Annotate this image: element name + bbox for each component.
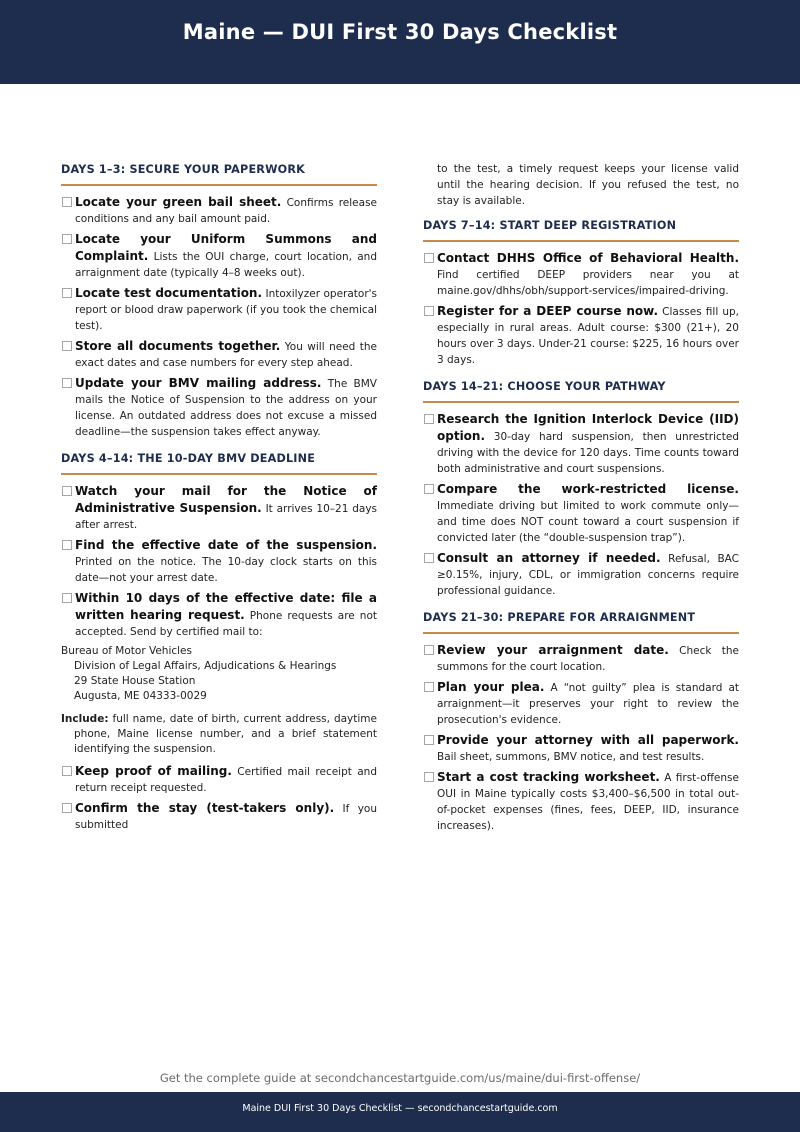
checklist-item bbox=[423, 642, 739, 675]
item-text: You will need the exact dates and case numbers for every step ahead. bbox=[75, 341, 378, 369]
item-lead: Update your BMV mailing address. bbox=[75, 376, 322, 390]
checklist-item bbox=[61, 800, 377, 833]
checklist-item bbox=[423, 679, 739, 728]
checkbox[interactable] bbox=[424, 484, 434, 494]
page-footer bbox=[0, 1092, 800, 1132]
checkbox[interactable] bbox=[62, 766, 72, 776]
item-text: Printed on the notice. The 10-day clock starts on this date—not your arrest date. bbox=[75, 556, 377, 584]
section-days-21-30 bbox=[423, 611, 739, 834]
item-text: Phone requests are not accepted. Send by certified mail to: bbox=[75, 610, 377, 638]
item-text: Lists the OUI charge, court location, and arraignment date (typically 4–8 weeks out). bbox=[75, 251, 377, 279]
section-heading: DAYS 4–14: THE 10-DAY BMV DEADLINE bbox=[61, 452, 377, 475]
item-lead: Confirm the stay (test-takers only). bbox=[75, 801, 335, 815]
section-days-1-3 bbox=[61, 163, 377, 440]
section-heading: DAYS 14–21: CHOOSE YOUR PATHWAY bbox=[423, 380, 739, 403]
item-text: Intoxilyzer operator's report or blood draw paperwork (if you took the chemical test). bbox=[75, 288, 377, 332]
item-text: If you submitted bbox=[75, 803, 377, 831]
address-line: Augusta, ME 04333-0029 bbox=[74, 690, 207, 702]
checkbox[interactable] bbox=[62, 593, 72, 603]
page-header bbox=[0, 0, 800, 84]
include-label: Include: bbox=[61, 713, 109, 725]
checklist-item bbox=[61, 285, 377, 334]
item-lead: Find the effective date of the suspension. bbox=[75, 538, 377, 552]
checkbox[interactable] bbox=[424, 682, 434, 692]
item-text: Certified mail receipt and return receipt requested. bbox=[75, 766, 377, 794]
section-heading: DAYS 1–3: SECURE YOUR PAPERWORK bbox=[61, 163, 377, 186]
checklist-item bbox=[423, 550, 739, 599]
item-lead: Research the Ignition Interlock Device (IID) option. bbox=[437, 412, 739, 443]
item-text: Classes fill up, especially in rural areas. Adult course: $300 (21+), 20 hours over 3 days. Under-21 course: $225, 16 hours over 3 days. bbox=[437, 306, 739, 366]
checklist-item bbox=[61, 194, 377, 227]
item-lead: Start a cost tracking worksheet. bbox=[437, 770, 660, 784]
checklist-item bbox=[61, 375, 377, 440]
item-lead: Keep proof of mailing. bbox=[75, 764, 232, 778]
checkbox[interactable] bbox=[62, 197, 72, 207]
guide-link-note: Get the complete guide at secondchancestartguide.com/us/maine/dui-first-offense/ bbox=[159, 1071, 641, 1085]
checkbox[interactable] bbox=[62, 234, 72, 244]
item-lead: Store all documents together. bbox=[75, 339, 281, 353]
left-column bbox=[61, 163, 377, 845]
continued-text: to the test, a timely request keeps your license valid until the hearing decision. If you refused the test, no stay is available. bbox=[437, 163, 739, 207]
item-lead: Register for a DEEP course now. bbox=[437, 304, 659, 318]
checkbox[interactable] bbox=[424, 645, 434, 655]
checklist-item bbox=[61, 231, 377, 281]
item-lead: Consult an attorney if needed. bbox=[437, 551, 661, 565]
checklist-item bbox=[61, 763, 377, 796]
item-text: 30-day hard suspension, then unrestricted driving with the device for 120 days. Time counts toward both administrative and court suspensions. bbox=[437, 431, 739, 475]
address-line: 29 State House Station bbox=[74, 675, 196, 687]
checkbox[interactable] bbox=[424, 414, 434, 424]
address-line: Bureau of Motor Vehicles bbox=[61, 645, 192, 657]
footer-text: Maine DUI First 30 Days Checklist — secondchancestartguide.com bbox=[242, 1103, 558, 1114]
item-lead: Within 10 days of the effective date: file a written hearing request. bbox=[75, 591, 377, 622]
right-column bbox=[423, 163, 739, 846]
item-text: A “not guilty” plea is standard at arraignment—it preserves your right to review the prosecution's evidence. bbox=[437, 682, 739, 726]
mailing-address bbox=[61, 644, 377, 704]
checklist-item bbox=[61, 590, 377, 640]
item-lead: Plan your plea. bbox=[437, 680, 545, 694]
checklist-item bbox=[423, 769, 739, 834]
item-text: Check the summons for the court location. bbox=[437, 645, 739, 673]
item-lead: Locate test documentation. bbox=[75, 286, 263, 300]
section-days-7-14 bbox=[423, 219, 739, 368]
checkbox[interactable] bbox=[424, 253, 434, 263]
item-text: Confirms release conditions and any bail amount paid. bbox=[75, 197, 377, 225]
item-text: Find certified DEEP providers near you at maine.gov/dhhs/obh/support-services/impaired-driving. bbox=[437, 269, 739, 297]
item-text: Immediate driving but limited to work commute only—and time does NOT count toward a court suspension if convicted later (the “double-suspension trap”). bbox=[437, 500, 739, 544]
section-days-4-14 bbox=[61, 452, 377, 833]
section-days-14-21 bbox=[423, 380, 739, 599]
checklist-item bbox=[61, 483, 377, 533]
checklist-item bbox=[423, 411, 739, 477]
checklist-item bbox=[423, 732, 739, 765]
checklist-item bbox=[423, 303, 739, 368]
item-text: Bail sheet, summons, BMV notice, and test results. bbox=[437, 751, 705, 763]
checklist-item bbox=[423, 250, 739, 299]
item-lead: Watch your mail for the Notice of Administrative Suspension. bbox=[75, 484, 377, 515]
item-lead: Locate your green bail sheet. bbox=[75, 195, 282, 209]
checkbox[interactable] bbox=[424, 772, 434, 782]
item-lead: Review your arraignment date. bbox=[437, 643, 669, 657]
checkbox[interactable] bbox=[62, 288, 72, 298]
section-heading: DAYS 7–14: START DEEP REGISTRATION bbox=[423, 219, 739, 242]
item-text: The BMV mails the Notice of Suspension to the address on your license. An outdated address does not excuse a missed deadline—the suspension takes effect anyway. bbox=[75, 378, 377, 438]
checkbox[interactable] bbox=[62, 341, 72, 351]
address-line: Division of Legal Affairs, Adjudications & Hearings bbox=[74, 660, 337, 672]
checklist-item bbox=[61, 338, 377, 371]
checkbox[interactable] bbox=[62, 486, 72, 496]
checkbox[interactable] bbox=[424, 735, 434, 745]
section-heading: DAYS 21–30: PREPARE FOR ARRAIGNMENT bbox=[423, 611, 739, 634]
item-lead: Contact DHHS Office of Behavioral Health. bbox=[437, 251, 739, 265]
checklist-item bbox=[61, 537, 377, 586]
checkbox[interactable] bbox=[62, 803, 72, 813]
item-text: A first-offense OUI in Maine typically costs $3,400–$6,500 in total out-of-pocket expenses (fines, fees, DEEP, IID, insurance increases). bbox=[437, 772, 739, 832]
item-lead: Locate your Uniform Summons and Complaint. bbox=[75, 232, 377, 263]
checklist-item bbox=[423, 481, 739, 546]
checkbox[interactable] bbox=[62, 378, 72, 388]
checkbox[interactable] bbox=[62, 540, 72, 550]
include-note bbox=[61, 712, 377, 757]
item-lead: Compare the work-restricted license. bbox=[437, 482, 739, 496]
include-text: full name, date of birth, current address, daytime phone, Maine license number, and a brief statement identifying the suspension. bbox=[74, 713, 377, 755]
item-text: Refusal, BAC ≥0.15%, injury, CDL, or immigration concerns require professional guidance. bbox=[437, 553, 739, 597]
checkbox[interactable] bbox=[424, 553, 434, 563]
page-title: Maine — DUI First 30 Days Checklist bbox=[182, 20, 618, 44]
checkbox[interactable] bbox=[424, 306, 434, 316]
item-lead: Provide your attorney with all paperwork. bbox=[437, 733, 739, 747]
item-text: It arrives 10–21 days after arrest. bbox=[75, 503, 377, 531]
